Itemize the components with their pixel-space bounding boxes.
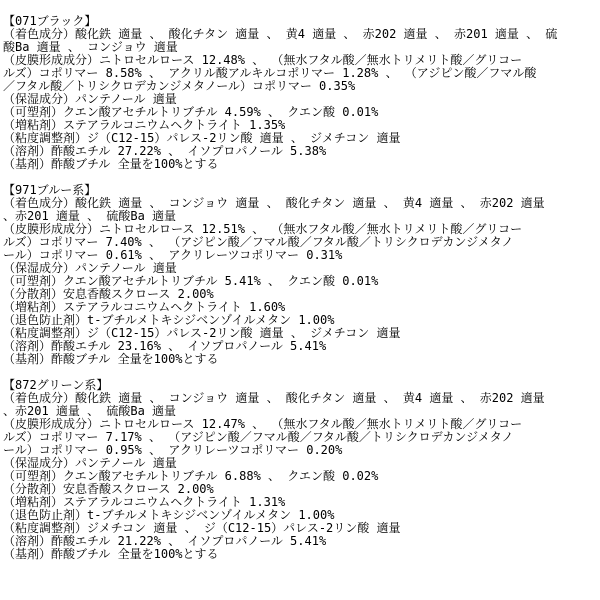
ingredient-line: （皮膜形成成分）ニトロセルロース 12.47% 、 （無水フタル酸／無水トリメリト酸／グリコー <box>3 417 523 431</box>
ingredient-line: （基剤）酢酸ブチル 全量を100%とする <box>3 352 219 366</box>
ingredient-line: ／フタル酸／トリシクロデカンジメタノール）コポリマー 0.35% <box>3 79 356 93</box>
ingredient-line: （保湿成分）パンテノール 適量 <box>3 92 177 106</box>
ingredient-line: （着色成分）酸化鉄 適量 、 酸化チタン 適量 、 黄4 適量 、 赤202 適量 、 赤201 適量 、 硫 <box>3 27 558 41</box>
ingredient-line: （溶剤）酢酸エチル 27.22% 、 イソプロパノール 5.38% <box>3 144 327 158</box>
ingredient-line: （溶剤）酢酸エチル 21.22% 、 イソプロパノール 5.41% <box>3 534 327 548</box>
ingredient-section <box>3 15 598 171</box>
ingredient-line: （可塑剤）クエン酸アセチルトリブチル 4.59% 、 クエン酸 0.01% <box>3 105 379 119</box>
ingredient-line: （基剤）酢酸ブチル 全量を100%とする <box>3 547 219 561</box>
ingredient-line: ール）コポリマー 0.95% 、 アクリレーツコポリマー 0.20% <box>3 443 343 457</box>
ingredient-line: ルズ）コポリマー 7.17% 、 （アジピン酸／フマル酸／フタル酸／トリシクロデカンジメタノ <box>3 430 514 444</box>
ingredient-line: （基剤）酢酸ブチル 全量を100%とする <box>3 157 219 171</box>
ingredient-line: ルズ）コポリマー 8.58% 、 アクリル酸アルキルコポリマー 1.28% 、 （アジピン酸／フマル酸 <box>3 66 537 80</box>
section-title: 【872グリーン系】 <box>3 378 109 392</box>
ingredient-line: （分散剤）安息香酸スクロース 2.00% <box>3 482 214 496</box>
ingredient-line: （保湿成分）パンテノール 適量 <box>3 261 177 275</box>
ingredient-line: （着色成分）酸化鉄 適量 、 コンジョウ 適量 、 酸化チタン 適量 、 黄4 適量 、 赤202 適量 <box>3 391 545 405</box>
ingredient-line: （溶剤）酢酸エチル 23.16% 、 イソプロパノール 5.41% <box>3 339 327 353</box>
ingredient-line: ルズ）コポリマー 7.40% 、 （アジピン酸／フマル酸／フタル酸／トリシクロデカンジメタノ <box>3 235 514 249</box>
ingredient-line: （皮膜形成成分）ニトロセルロース 12.48% 、 （無水フタル酸／無水トリメリト酸／グリコー <box>3 53 523 67</box>
ingredient-line: （増粘剤）ステアラルコニウムヘクトライト 1.60% <box>3 300 286 314</box>
ingredient-line: 、赤201 適量 、 硫酸Ba 適量 <box>3 404 177 418</box>
ingredient-section <box>3 184 598 366</box>
ingredient-line: （着色成分）酸化鉄 適量 、 コンジョウ 適量 、 酸化チタン 適量 、 黄4 適量 、 赤202 適量 <box>3 196 545 210</box>
ingredient-line: （分散剤）安息香酸スクロース 2.00% <box>3 287 214 301</box>
ingredient-line: （増粘剤）ステアラルコニウムヘクトライト 1.35% <box>3 118 286 132</box>
section-title: 【071ブラック】 <box>3 14 97 28</box>
ingredient-line: （保湿成分）パンテノール 適量 <box>3 456 177 470</box>
ingredient-line: （粘度調整剤）ジ（C12-15）パレス-2リン酸 適量 、 ジメチコン 適量 <box>3 131 401 145</box>
ingredient-line: （退色防止剤）t-ブチルメトキシジベンゾイルメタン 1.00% <box>3 508 335 522</box>
ingredient-line: （可塑剤）クエン酸アセチルトリブチル 6.88% 、 クエン酸 0.02% <box>3 469 379 483</box>
ingredient-line: （増粘剤）ステアラルコニウムヘクトライト 1.31% <box>3 495 286 509</box>
ingredient-line: （粘度調整剤）ジ（C12-15）パレス-2リン酸 適量 、 ジメチコン 適量 <box>3 326 401 340</box>
ingredient-line: （皮膜形成成分）ニトロセルロース 12.51% 、 （無水フタル酸／無水トリメリト酸／グリコー <box>3 222 523 236</box>
ingredient-line: ール）コポリマー 0.61% 、 アクリレーツコポリマー 0.31% <box>3 248 343 262</box>
ingredient-line: （粘度調整剤）ジメチコン 適量 、 ジ（C12-15）パレス-2リン酸 適量 <box>3 521 401 535</box>
section-title: 【971ブルー系】 <box>3 183 97 197</box>
ingredient-line: 酸Ba 適量 、 コンジョウ 適量 <box>3 40 178 54</box>
ingredient-line: （退色防止剤）t-ブチルメトキシジベンゾイルメタン 1.00% <box>3 313 335 327</box>
ingredient-section <box>3 379 598 561</box>
ingredient-line: （可塑剤）クエン酸アセチルトリブチル 5.41% 、 クエン酸 0.01% <box>3 274 379 288</box>
ingredient-line: 、赤201 適量 、 硫酸Ba 適量 <box>3 209 177 223</box>
